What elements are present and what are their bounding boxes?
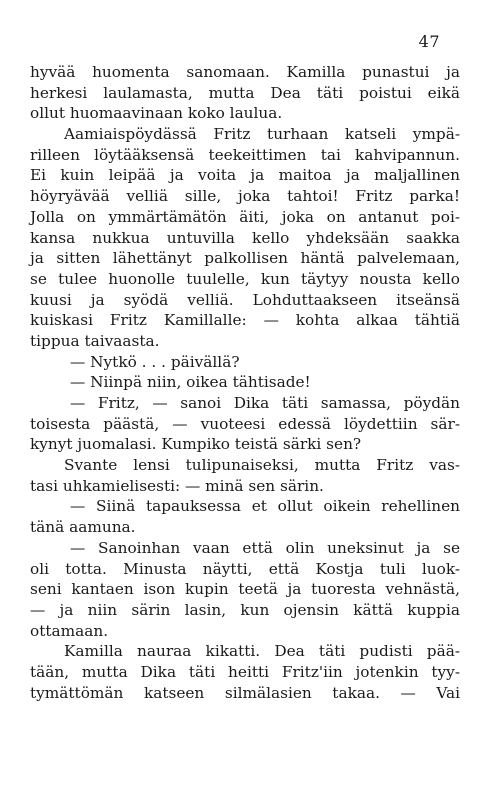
text-line: ottamaan. bbox=[30, 621, 109, 640]
text-line: tymättömän katseen silmälasien takaa. — Vai bbox=[30, 683, 460, 702]
text-line: Svante lensi tulipunaiseksi, mutta Fritz vas- bbox=[64, 456, 460, 475]
text-line: Ei kuin leipää ja voita ja maitoa ja maljallinen bbox=[30, 166, 460, 185]
text-line: Jolla on ymmärtämätön äiti, joka on antanut poi- bbox=[30, 207, 460, 226]
text-line: kuusi ja syödä velliä. Lohduttaakseen itseänsä bbox=[30, 290, 460, 309]
text-line: oli totta. Minusta näytti, että Kostja tuli luok- bbox=[30, 559, 460, 578]
text-line: herkesi laulamasta, mutta Dea täti poistui eikä bbox=[30, 83, 460, 102]
text-line: Kamilla nauraa kikatti. Dea täti pudisti pää- bbox=[64, 642, 460, 661]
text-line: ja sitten lähettänyt palkollisen häntä palvelemaan, bbox=[30, 249, 460, 268]
text-line: hyvää huomenta sanomaan. Kamilla punastui ja bbox=[30, 63, 460, 81]
text-line: kuiskasi Fritz Kamillalle: — kohta alkaa tähtiä bbox=[30, 311, 460, 330]
text-line: tään, mutta Dika täti heitti Fritz'iin jotenkin tyy- bbox=[30, 662, 460, 681]
body-text bbox=[30, 62, 460, 703]
text-line: höyryävää velliä sille, joka tahtoi! Fritz parka! bbox=[30, 187, 460, 206]
text-line: Aamiaispöydässä Fritz turhaan katseli ympä- bbox=[64, 125, 460, 144]
text-line: tippua taivaasta. bbox=[30, 331, 160, 350]
text-line: — Sanoinhan vaan että olin uneksinut ja se bbox=[70, 538, 460, 557]
text-line: toisesta päästä, — vuoteesi edessä löydettiin sär- bbox=[30, 414, 460, 433]
text-line: — ja niin särin lasin, kun ojensin kättä kuppia bbox=[30, 600, 460, 619]
text-line: tänä aamuna. bbox=[30, 518, 136, 537]
text-line: kynyt juomalasi. Kumpiko teistä särki sen? bbox=[30, 435, 362, 454]
text-line: tasi uhkamielisesti: — minä sen särin. bbox=[30, 476, 324, 495]
text-line: se tulee huonolle tuulelle, kun täytyy nousta kello bbox=[30, 269, 460, 288]
text-line: — Fritz, — sanoi Dika täti samassa, pöydän bbox=[70, 394, 460, 412]
text-line: — Niinpä niin, oikea tähtisade! bbox=[70, 373, 311, 392]
page-number: 47 bbox=[418, 32, 440, 51]
text-line: seni kantaen ison kupin teetä ja tuoresta vehnästä, bbox=[30, 580, 460, 599]
text-line: ollut huomaavinaan koko laulua. bbox=[30, 104, 283, 123]
text-line: kansa nukkua untuvilla kello yhdeksään saakka bbox=[30, 228, 460, 247]
text-line: — Nytkö . . . päivällä? bbox=[70, 352, 240, 371]
text-line: rilleen löytääksensä teekeittimen tai kahvipannun. bbox=[30, 145, 460, 164]
text-line: — Siinä tapauksessa et ollut oikein rehellinen bbox=[70, 497, 460, 516]
